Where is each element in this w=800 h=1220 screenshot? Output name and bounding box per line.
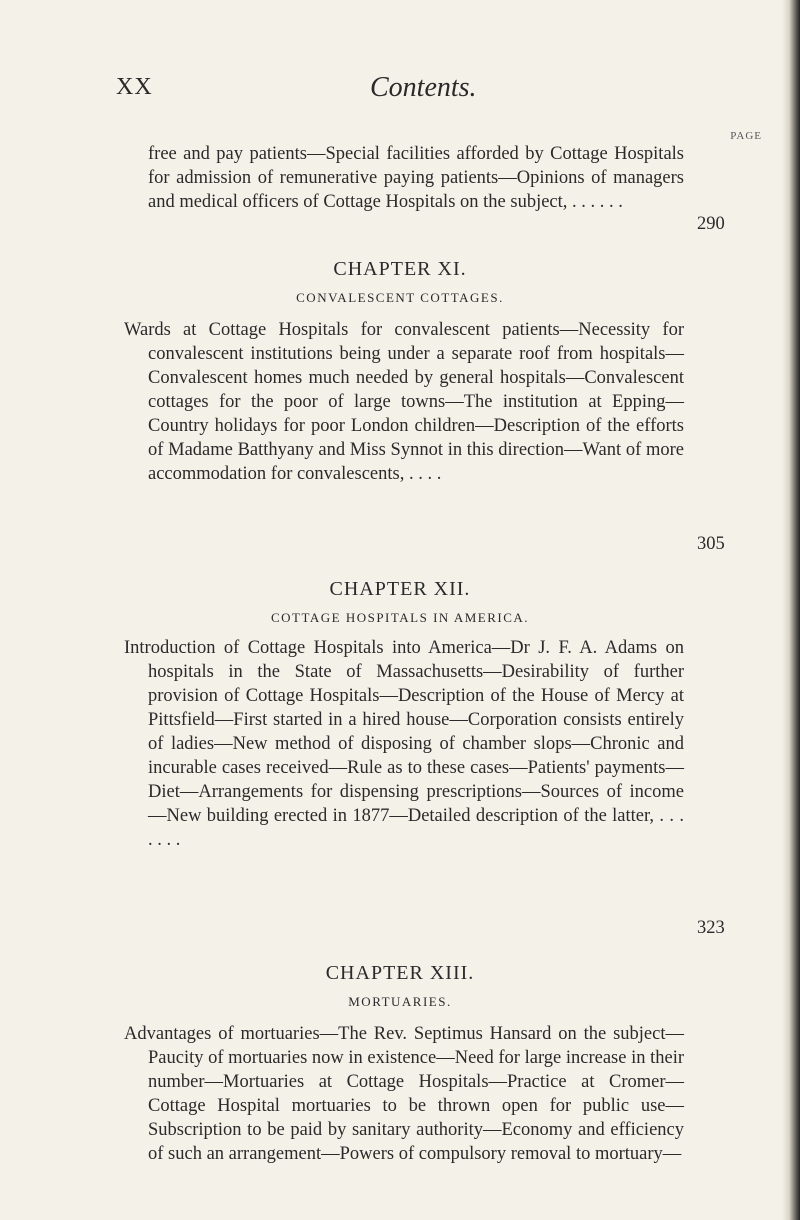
chapter-title: CHAPTER XI. [333, 258, 467, 280]
entry-page-number: 305 [697, 534, 725, 554]
entry-page-number: 323 [697, 918, 725, 938]
entry-text: Introduction of Cottage Hospitals into America—Dr J. F. A. Adams on hospitals in the State of Massachusetts—Desirability of further provision of Cottage Hospitals—Description of the House of Mercy at Pittsfield—First started in a hired house—Corporation consists entirely of ladies—New method of disposing of chamber slops—Chronic and incurable cases received—Rule as to these cases—Patients' payments—Diet—Arrangements for dispensing prescriptions—Sources of income—New building erected in 1877—Detailed description of the latter, . . . . . . . [124, 638, 684, 850]
chapter-subtitle: COTTAGE HOSPITALS IN AMERICA. [270, 610, 530, 625]
entry-text: Wards at Cottage Hospitals for convalescent patients—Necessity for convalescent institutions being under a separate roof from hospitals—Convalescent homes much needed by general hospitals—Convalescent cottages for the poor of large towns—The institution at Epping—Country holidays for poor London children—Description of the efforts of Madame Batthyany and Miss Synnot in this direction—Want of more accommodation for convalescents, . . . . [124, 320, 684, 484]
toc-entry-ch12 [124, 636, 684, 852]
running-title: Contents. [370, 72, 477, 103]
entry-text: Advantages of mortuaries—The Rev. Septimus Hansard on the subject—Paucity of mortuaries now in existence—Need for large increase in their number—Mortuaries at Cottage Hospitals—Practice at Cromer—Cottage Hospital mortuaries to be thrown open for public use—Subscription to be paid by sanitary authority—Economy and efficiency of such an arrangement—Powers of compulsory removal to mortuary— [124, 1024, 684, 1164]
toc-entry-ch11 [124, 318, 684, 486]
toc-entry-ch13 [124, 1022, 684, 1166]
chapter-title: CHAPTER XIII. [325, 962, 475, 984]
chapter-subtitle: MORTUARIES. [348, 994, 452, 1009]
page-header [0, 72, 800, 112]
folio-number: XX [116, 74, 153, 100]
toc-entry-continued [148, 142, 684, 214]
chapter-subtitle: CONVALESCENT COTTAGES. [296, 290, 504, 305]
chapter-title: CHAPTER XII. [329, 578, 471, 600]
page-column-label: PAGE [730, 130, 762, 142]
entry-text: free and pay patients—Special facilities afforded by Cottage Hospitals for admission of remunerative paying patients—Opinions of managers and medical officers of Cottage Hospitals on the subject, . . . . . . [148, 144, 684, 212]
entry-page-number: 290 [697, 214, 725, 234]
